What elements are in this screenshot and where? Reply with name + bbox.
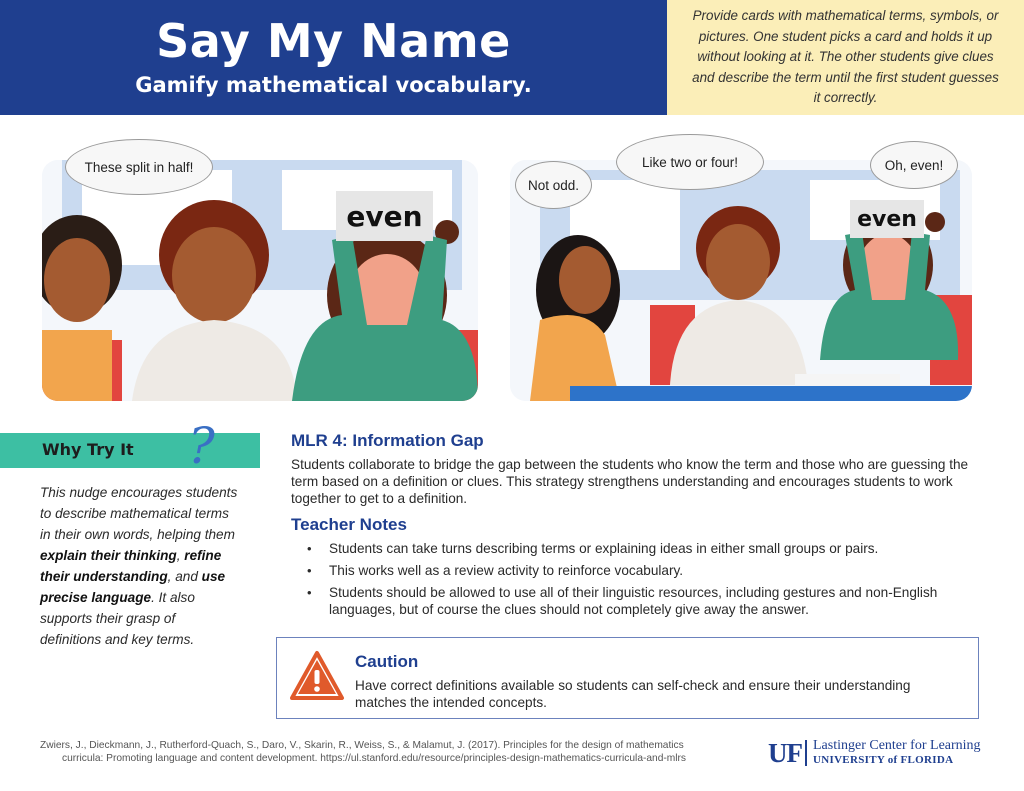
page-subtitle: Gamify mathematical vocabulary. — [135, 73, 532, 97]
teacher-notes-list — [307, 540, 982, 623]
question-mark-icon: ? — [188, 417, 215, 475]
logo-line-1: Lastinger Center for Learning — [813, 738, 981, 753]
why-try-it-banner — [0, 417, 260, 475]
citation — [40, 739, 740, 765]
speech-bubble-not-odd — [515, 161, 592, 209]
speech-bubble-text: These split in half! — [84, 159, 194, 175]
mlr-heading: MLR 4: Information Gap — [291, 431, 484, 450]
speech-bubble-text: Not odd. — [527, 177, 580, 193]
logo-line-2: UNIVERSITY of FLORIDA — [813, 754, 954, 766]
caution-text: Have correct definitions available so students can self-check and ensure their understanding matches the intended concepts. — [355, 678, 911, 710]
speech-bubble-text: Like two or four! — [641, 154, 739, 170]
why-try-it-text — [40, 482, 240, 650]
speech-bubble-oh-even — [870, 141, 958, 189]
list-item: • Students should be allowed to use all of their linguistic resources, including gestures and non-English languages, but of course the clues should not completely give away the answer. — [307, 584, 982, 618]
teacher-notes-heading: Teacher Notes — [291, 515, 407, 534]
vocab-card-2: even — [850, 200, 924, 238]
caution-box — [276, 637, 979, 719]
speech-bubble-split — [65, 139, 213, 195]
page-title: Say My Name — [156, 14, 511, 68]
why-bold-precise: use precise language — [40, 569, 226, 605]
why-text-part: , — [176, 548, 185, 563]
why-text-part: This nudge encourages students to describe mathematical terms in their own words, helping them — [40, 485, 238, 542]
why-text-part: . It also supports their grasp of definitions and key terms. — [40, 590, 195, 647]
citation-line-2: curricula: Promoting language and content development. https://ul.stanford.edu/resource/principles-design-mathematics-curricula-and-mlrs — [62, 753, 687, 764]
activity-description: Provide cards with mathematical terms, symbols, or pictures. One student picks a card and holds it up without looking at it. The other students give clues and describe the term until the first student guesses it correctly. — [667, 0, 1024, 115]
list-item: • This works well as a review activity to reinforce vocabulary. — [307, 562, 982, 579]
speech-bubble-two-or-four — [616, 134, 764, 190]
speech-bubble-text: Oh, even! — [884, 157, 944, 173]
uf-lastinger-logo — [768, 738, 998, 768]
why-bold-refine: refine their understanding — [40, 548, 222, 584]
why-try-it-heading: Why Try It — [42, 440, 134, 459]
header-banner — [0, 0, 667, 115]
why-bold-explain: explain their thinking — [40, 548, 177, 563]
citation-line-1: Zwiers, J., Dieckmann, J., Rutherford-Quach, S., Daro, V., Skarin, R., Weiss, S., & Malamut, J. (2017). Principles for the design of mathematics — [40, 740, 684, 751]
list-item: • Students can take turns describing terms or explaining ideas in either small groups or pairs. — [307, 540, 982, 557]
uf-logo-mark: UF — [768, 738, 802, 768]
mlr-body: Students collaborate to bridge the gap between the students who know the term and those who are guessing the term based on a definition or clues. This strategy strengthens understanding and encourages students to work together to get to a definition. — [291, 457, 969, 506]
logo-divider — [805, 740, 807, 766]
vocab-card-1: even — [336, 191, 433, 241]
caution-heading: Caution — [355, 652, 419, 671]
why-text-part: , and — [167, 569, 202, 584]
warning-icon — [289, 650, 345, 702]
